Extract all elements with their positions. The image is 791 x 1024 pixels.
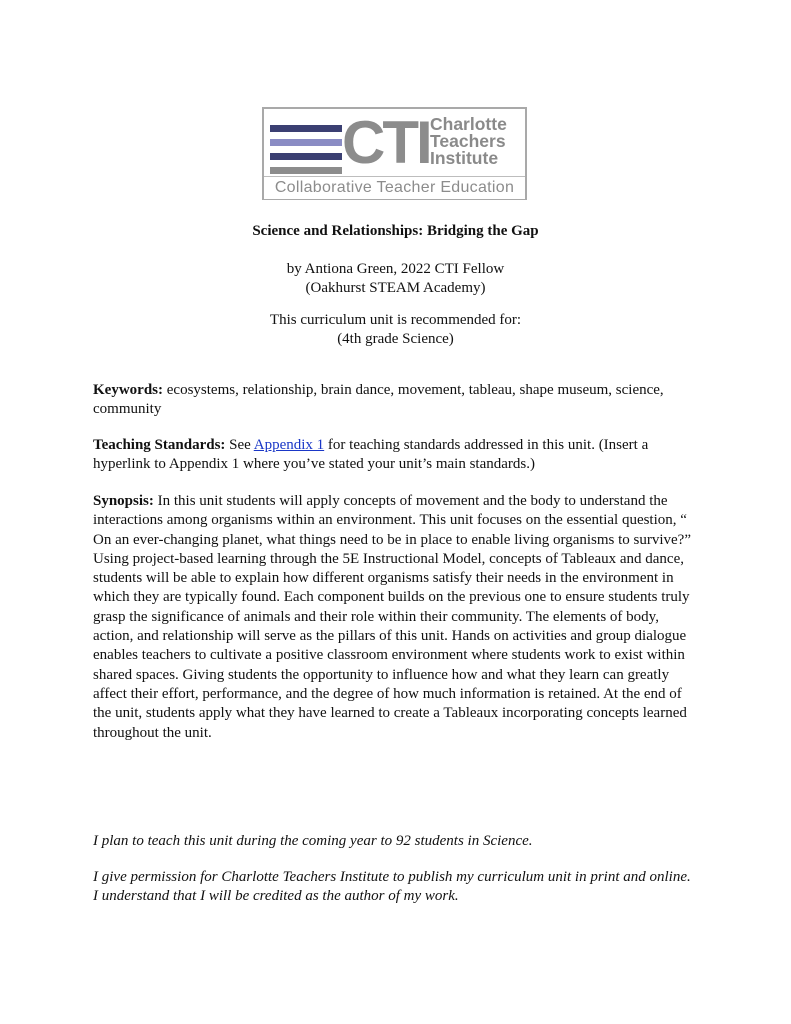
logo-name-line: Charlotte (430, 114, 507, 134)
keywords-text: ecosystems, relationship, brain dance, movement, tableau, shape museum, science, community (93, 382, 664, 418)
synopsis-label: Synopsis: (93, 493, 154, 509)
standards-paragraph (93, 436, 693, 475)
synopsis-paragraph (93, 492, 693, 743)
author-line: by Antiona Green, 2022 CTI Fellow (286, 261, 505, 277)
logo-bars-icon (270, 117, 342, 179)
logo-name (430, 116, 507, 167)
keywords-paragraph (93, 381, 693, 420)
standards-pre-link: See (225, 437, 254, 453)
permission-statement: I give permission for Charlotte Teachers Institute to publish my curriculum unit in print and online. I understand that I will be credited as the author of my work. (93, 869, 691, 905)
cti-logo (262, 107, 527, 200)
logo-name-line: Teachers (430, 131, 506, 151)
grade-line: (4th grade Science) (337, 331, 454, 347)
standards-post-link: for teaching standards addressed in this unit. (Insert a hyperlink to Appendix 1 where you’ve stated your unit’s main standards.) (93, 437, 649, 473)
keywords-label: Keywords: (93, 382, 163, 398)
synopsis-text: In this unit students will apply concepts of movement and the body to understand the interactions among organisms within an environment. This unit focuses on the essential question, “ On an ever-changing planet, what things need to be in place to enable living organisms to survive?” Using project-based learning through the 5E Instructional Model, concepts of Tableaux and dance, students will be able to explain how different organisms satisfy their needs in the environment in which they are typically found. Each component builds on the previous one to ensure students truly grasp the significance of animals and their role within their community. The elements of body, action, and relationship will serve as the pillars of this unit. Hands on activities and group dialogue enables teachers to cultivate a positive classroom environment where students work to exist within shared spaces. Giving students the opportunity to influence how and what they learn can greatly affect their effort, performance, and the degree of how much information is retained. At the end of the unit, students apply what they have learned to create a Tableaux incorporating concepts learned throughout the unit. (93, 493, 692, 741)
recommended-line: This curriculum unit is recommended for: (269, 312, 522, 328)
logo-letters: CTI (342, 109, 430, 176)
logo-name-line: Institute (430, 148, 499, 168)
appendix-link[interactable]: Appendix 1 (253, 437, 325, 453)
unit-title: Science and Relationships: Bridging the Gap (252, 223, 539, 239)
standards-label: Teaching Standards: (93, 437, 226, 453)
logo-tagline: Collaborative Teacher Education (264, 176, 525, 199)
plan-statement: I plan to teach this unit during the coming year to 92 students in Science. (93, 833, 533, 849)
school-line: (Oakhurst STEAM Academy) (305, 280, 486, 296)
